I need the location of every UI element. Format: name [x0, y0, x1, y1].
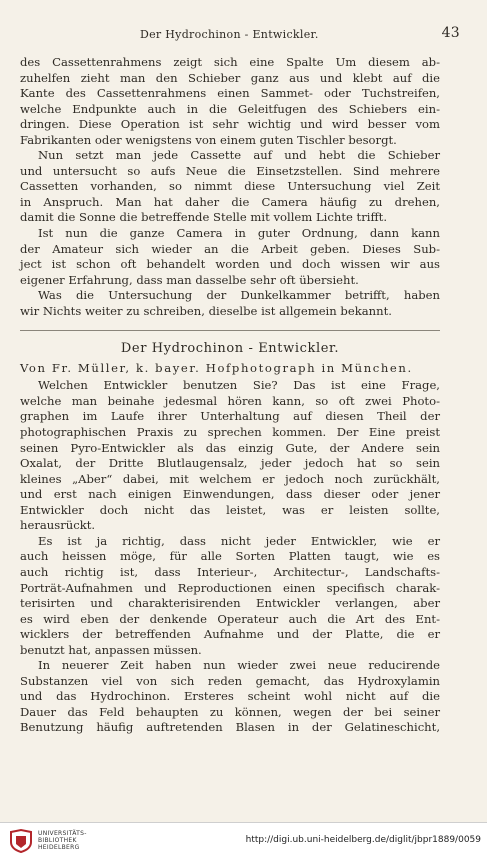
paragraph-4	[20, 288, 440, 319]
text-line: Kante des Cassettenrahmens einen Sammet- oder Tuchstreifen,	[20, 86, 440, 101]
text-line: graphen im Laufe ihrer Unterhaltung auf diesen Theil der	[20, 409, 440, 424]
text-line: Dauer das Feld behaupten zu können, wegen der bei seiner	[20, 704, 440, 719]
paragraph-7	[20, 658, 440, 736]
text-line: Es ist ja richtig, dass nicht jeder Entwickler, wie er	[38, 533, 440, 548]
text-line: wir Nichts weiter zu schreiben, dieselbe ist allgemein bekannt.	[20, 303, 392, 318]
text-line: In neuerer Zeit haben nun wieder zwei neue reducirende	[38, 658, 440, 673]
text-line: Nun setzt man jede Cassette auf und hebt die Schieber	[38, 148, 440, 163]
text-line: terisirten und charakterisirenden Entwickler verlangen, aber	[20, 596, 440, 611]
text-line: eigener Erfahrung, dass man dasselbe sehr oft übersieht.	[20, 272, 359, 287]
text-line: und das Hydrochinon. Ersteres scheint wohl nicht auf die	[20, 689, 440, 704]
page-number: 43	[441, 25, 460, 41]
section-divider	[20, 330, 440, 331]
text-line: auch richtig ist, dass Interieur-, Architectur-, Landschafts-	[20, 564, 440, 579]
text-line: dringen. Diese Operation ist sehr wichtig und wird besser vom	[20, 117, 440, 132]
text-line: Oxalat, der Dritte Blutlaugensalz, jeder jedoch hat so sein	[20, 456, 440, 471]
text-line: herausrückt.	[20, 518, 96, 533]
running-head-title: Der Hydrochinon - Entwickler.	[140, 28, 319, 41]
text-line: Benutzung häufig auftretenden Blasen in der Gelatineschicht,	[20, 720, 440, 735]
text-line: ject ist schon oft behandelt worden und doch wissen wir aus	[20, 257, 440, 272]
text-line: Was die Untersuchung der Dunkelkammer betrifft, haben	[38, 288, 440, 303]
text-line: Substanzen viel von sich reden gemacht, das Hydroxylamin	[20, 673, 440, 688]
text-line: auch heissen möge, für alle Sorten Platten taugt, wie es	[20, 549, 440, 564]
paragraph-2	[20, 148, 440, 226]
text-line: benutzt hat, anpassen müssen.	[20, 642, 202, 657]
text-line: es wird eben der denkende Operateur auch die Art des Ent-	[20, 611, 440, 626]
paragraph-6	[20, 534, 440, 658]
text-line: Welchen Entwickler benutzen Sie? Das ist eine Frage,	[38, 378, 440, 393]
library-line: HEIDELBERG	[38, 844, 80, 851]
text-line: in Anspruch. Man hat daher die Camera häufig zu drehen,	[20, 194, 440, 209]
text-line: wicklers der betreffenden Aufnahme und der Platte, die er	[20, 627, 440, 642]
text-line: Ist nun die ganze Camera in guter Ordnung, dann kann	[38, 226, 440, 241]
text-line: Cassetten vorhanden, so nimmt diese Untersuchung viel Zeit	[20, 179, 440, 194]
text-line: seinen Pyro-Entwickler als das einzig Gute, der Andere sein	[20, 440, 440, 455]
text-line: Porträt-Aufnahmen und Reproductionen einen specifisch charak-	[20, 580, 440, 595]
text-line: welche man beinahe jedesmal hören kann, so oft zwei Photo-	[20, 393, 440, 408]
text-line: zuhelfen zieht man den Schieber ganz aus und klebt auf die	[20, 70, 440, 85]
text-line: kleines „Aber“ dabei, mit welchem er jedoch noch zurückhält,	[20, 471, 440, 486]
text-line: der Amateur sich wieder an die Arbeit geben. Dieses Sub-	[20, 241, 440, 256]
library-line: BIBLIOTHEK	[38, 837, 77, 844]
library-line: UNIVERSITÄTS-	[38, 830, 87, 837]
author-byline: Von Fr. Müller, k. bayer. Hofphotograph in München.	[20, 360, 413, 375]
paragraph-5	[20, 378, 440, 533]
body-text	[20, 55, 440, 736]
text-line: des Cassettenrahmens zeigt sich eine Spalte Um diesem ab-	[20, 55, 440, 69]
text-line: photographischen Praxis zu sprechen kommen. Der Eine preist	[20, 425, 440, 440]
text-line: Fabrikanten oder wenigstens von einem guten Tischler besorgt.	[20, 132, 397, 147]
text-line: und erst nach einigen Einwendungen, dass dieser oder jener	[20, 487, 440, 502]
library-name	[38, 830, 87, 851]
paragraph-3	[20, 226, 440, 288]
university-seal-icon	[8, 828, 34, 854]
text-line: und untersucht so aufs Neue die Einsetzstellen. Sind mehrere	[20, 163, 440, 178]
paragraph-1	[20, 55, 440, 148]
section-title: Der Hydrochinon - Entwickler.	[120, 341, 340, 357]
text-line: Entwickler doch nicht das leistet, was er leisten sollte,	[20, 502, 440, 517]
viewer-footer	[0, 822, 487, 859]
text-line: welche Endpunkte auch in die Geleitfugen des Schiebers ein-	[20, 101, 440, 116]
text-line: damit die Sonne die betreffende Stelle mit vollem Lichte trifft.	[20, 210, 388, 225]
permalink-url[interactable]: http://digi.ub.uni-heidelberg.de/diglit/jbpr1889/0059	[245, 835, 481, 845]
